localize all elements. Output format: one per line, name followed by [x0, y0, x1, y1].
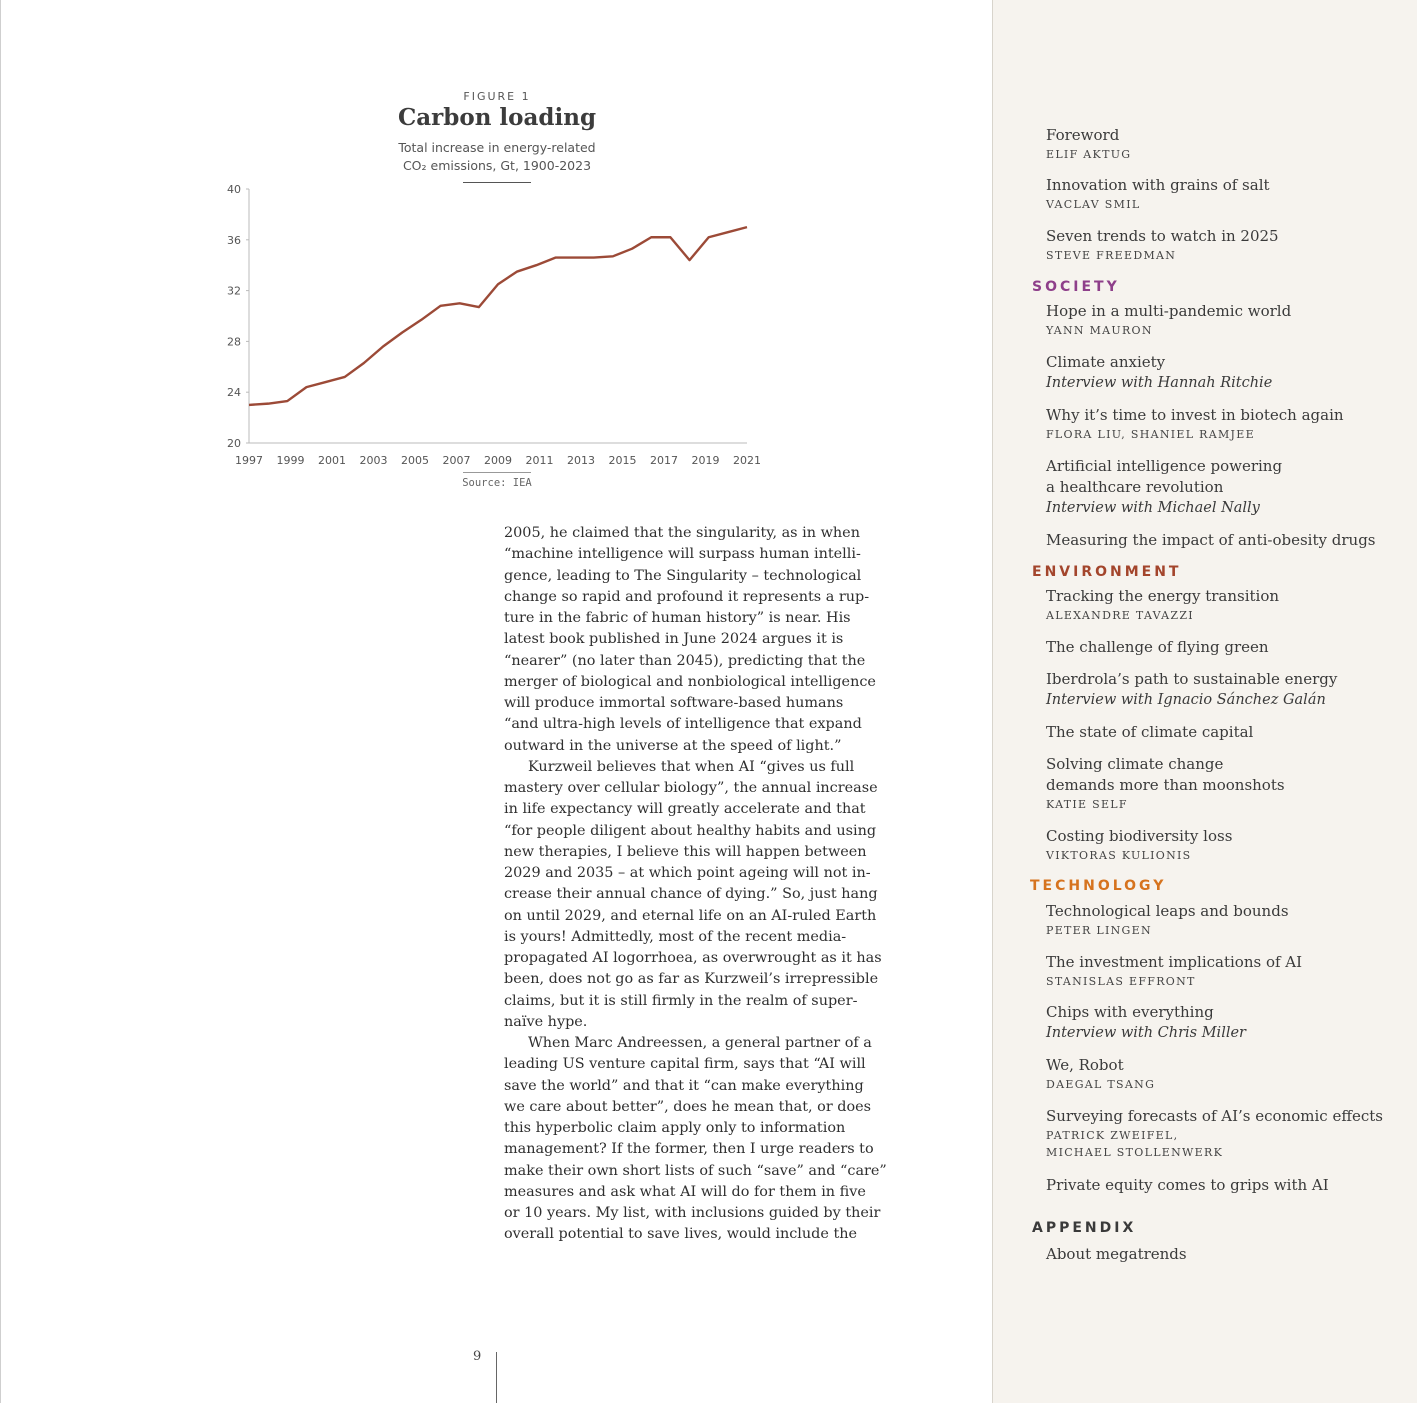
toc-entry[interactable]: [1046, 456, 1282, 519]
toc-entry-title: Surveying forecasts of AI’s economic effects: [1046, 1107, 1383, 1125]
body-text-line: gence, leading to The Singularity – technological: [504, 567, 862, 584]
toc-entry[interactable]: [1046, 722, 1253, 743]
x-tick-label: 2001: [318, 454, 346, 467]
y-tick-label: 40: [227, 183, 241, 196]
body-text-line: on until 2029, and eternal life on an AI-ruled Earth: [504, 907, 877, 924]
body-text-line: ture in the fabric of human history” is near. His: [504, 610, 851, 626]
figure-subtitle-line: Total increase in energy-related: [398, 140, 596, 155]
toc-entry-author: VIKTORAS KULIONIS: [1046, 849, 1192, 862]
toc-entry-title: Private equity comes to grips with AI: [1046, 1176, 1329, 1194]
figure-subtitle: [347, 139, 647, 175]
toc-entry[interactable]: [1046, 1106, 1383, 1161]
body-text-line: When Marc Andreessen, a general partner of a: [528, 1035, 872, 1051]
figure-label: FIGURE 1: [463, 90, 531, 103]
toc-entry-title: Seven trends to watch in 2025: [1046, 227, 1279, 245]
toc-entry[interactable]: [1046, 637, 1269, 658]
body-text-line: naïve hype.: [504, 1013, 588, 1030]
body-text-line: save the world” and that it “can make everything: [504, 1077, 864, 1094]
emissions-line-chart: [221, 180, 781, 480]
toc-entry-interview: Interview with Hannah Ritchie: [1046, 375, 1273, 391]
figure-subtitle-line: CO₂ emissions, Gt, 1900-2023: [402, 158, 592, 173]
toc-entry-title: Hope in a multi-pandemic world: [1046, 302, 1292, 320]
body-text-line: in life expectancy will greatly accelerate and that: [504, 801, 866, 818]
y-tick-label: 24: [227, 386, 241, 400]
source-rule: [463, 472, 531, 473]
toc-entry-author: KATIE SELF: [1046, 798, 1128, 811]
toc-section-heading: ENVIRONMENT: [1032, 564, 1182, 580]
toc-entry[interactable]: [1046, 175, 1270, 213]
body-text-line: been, does not go as far as Kurzweil’s irrepressible: [504, 971, 879, 988]
toc-entry-author: STEVE FREEDMAN: [1046, 249, 1177, 262]
x-tick-label: 2019: [691, 454, 720, 467]
toc-entry-title: We, Robot: [1046, 1056, 1124, 1074]
toc-entry-author: YANN MAURON: [1046, 324, 1153, 337]
toc-entry[interactable]: [1046, 1055, 1155, 1093]
body-text-line: claims, but it is still firmly in the realm of super-: [504, 992, 858, 1009]
toc-entry[interactable]: [1046, 586, 1279, 624]
toc-entry[interactable]: [1046, 226, 1279, 264]
x-tick-label: 1999: [276, 454, 305, 467]
body-text-line: management? If the former, then I urge readers to: [504, 1141, 874, 1158]
body-text-line: this hyperbolic claim apply only to information: [504, 1120, 846, 1136]
toc-entry-title: Measuring the impact of anti-obesity drugs: [1046, 531, 1376, 549]
emissions-series-line: [249, 227, 747, 405]
body-text-line: merger of biological and nonbiological intelligence: [504, 673, 876, 690]
x-tick-label: 2011: [525, 454, 554, 467]
page-number: 9: [473, 1349, 482, 1364]
toc-entry[interactable]: [1046, 1002, 1246, 1044]
body-text-line: 2029 and 2035 – at which point ageing will not in-: [504, 865, 871, 881]
x-tick-label: 2009: [484, 454, 512, 467]
toc-entry-author: PETER LINGEN: [1046, 924, 1152, 937]
figure-title: Carbon loading: [397, 104, 597, 131]
toc-entry[interactable]: [1046, 669, 1337, 711]
body-text-line: “nearer” (no later than 2045), predicting that the: [504, 652, 866, 669]
x-tick-label: 2015: [608, 454, 637, 467]
body-text-line: “and ultra-high levels of intelligence that expand: [504, 716, 862, 733]
toc-entry-title: The challenge of flying green: [1046, 638, 1269, 656]
toc-entry[interactable]: [1046, 952, 1302, 990]
toc-entry-interview: Interview with Ignacio Sánchez Galán: [1046, 692, 1326, 708]
toc-entry-author: PATRICK ZWEIFEL,: [1046, 1129, 1179, 1142]
toc-entry-title: The state of climate capital: [1046, 723, 1254, 741]
toc-section-heading: SOCIETY: [1032, 279, 1120, 295]
y-tick-label: 32: [227, 284, 241, 298]
x-tick-label: 2013: [567, 454, 595, 467]
toc-entry[interactable]: [1046, 405, 1344, 443]
toc-entry[interactable]: [1046, 125, 1131, 163]
toc-entry[interactable]: [1046, 1244, 1187, 1265]
toc-entry-title: Foreword: [1046, 126, 1120, 144]
toc-entry-title: About megatrends: [1046, 1245, 1187, 1263]
page-number-rule: [496, 1352, 497, 1403]
body-text-line: propagated AI logorrhoea, as overwrought as it has: [504, 950, 882, 966]
toc-entry-author: DAEGAL TSANG: [1046, 1078, 1156, 1091]
body-text-line: make their own short lists of such “save” and “care”: [504, 1162, 887, 1179]
x-tick-label: 2003: [359, 454, 388, 467]
y-tick-label: 20: [227, 437, 241, 450]
toc-entry-title: Chips with everything: [1046, 1003, 1214, 1021]
body-text-line: will produce immortal software-based humans: [504, 695, 844, 711]
y-tick-label: 28: [227, 335, 241, 349]
body-text-line: is yours! Admittedly, most of the recent media-: [504, 928, 847, 945]
x-tick-label: 2005: [401, 454, 429, 467]
toc-entry-title: Tracking the energy transition: [1046, 587, 1280, 605]
toc-entry-title: Why it’s time to invest in biotech again: [1046, 406, 1344, 424]
toc-entry-title: a healthcare revolution: [1046, 478, 1224, 496]
toc-entry-interview: Interview with Michael Nally: [1046, 500, 1260, 516]
toc-entry-author: MICHAEL STOLLENWERK: [1046, 1146, 1224, 1159]
body-text-line: mastery over cellular biology”, the annual increase: [504, 780, 878, 796]
body-text-line: outward in the universe at the speed of light.”: [504, 737, 842, 754]
toc-entry-author: STANISLAS EFFRONT: [1046, 975, 1196, 988]
toc-entry-title: Artificial intelligence powering: [1046, 457, 1283, 475]
x-tick-label: 2007: [442, 454, 471, 467]
body-text-line: leading US venture capital firm, says that “AI will: [504, 1056, 866, 1073]
body-text-line: measures and ask what AI will do for them in five: [504, 1183, 866, 1200]
body-text-line: new therapies, I believe this will happen between: [504, 843, 867, 860]
toc-entry[interactable]: [1046, 1175, 1329, 1196]
figure-source: Source: IEA: [462, 477, 532, 489]
toc-entry-title: demands more than moonshots: [1046, 776, 1285, 794]
toc-entry-author: ELIF AKTUG: [1046, 148, 1132, 161]
toc-entry[interactable]: [1046, 901, 1289, 939]
toc-entry[interactable]: [1046, 754, 1285, 813]
x-tick-label: 2021: [733, 454, 761, 467]
toc-section-heading: APPENDIX: [1032, 1220, 1137, 1236]
body-text-line: change so rapid and profound it represents a rup-: [504, 588, 870, 605]
body-text-line: latest book published in June 2024 argues it is: [504, 631, 844, 648]
toc-entry-title: Climate anxiety: [1046, 353, 1166, 371]
toc-section-heading: TECHNOLOGY: [1030, 878, 1167, 894]
article-body-text: [504, 523, 899, 1246]
toc-entry-author: FLORA LIU, SHANIEL RAMJEE: [1046, 428, 1255, 441]
toc-entry-title: The investment implications of AI: [1046, 953, 1303, 971]
body-text-line: “machine intelligence will surpass human intelli-: [504, 546, 861, 563]
toc-entry-title: Innovation with grains of salt: [1046, 176, 1270, 194]
body-text-line: we care about better”, does he mean that, or does: [504, 1098, 872, 1115]
toc-entry-title: Iberdrola’s path to sustainable energy: [1046, 670, 1338, 688]
toc-entry-interview: Interview with Chris Miller: [1046, 1025, 1246, 1041]
body-text-line: crease their annual chance of dying.” So, just hang: [504, 886, 878, 903]
toc-entry-title: Solving climate change: [1046, 755, 1224, 773]
body-text-line: “for people diligent about healthy habits and using: [504, 822, 877, 839]
y-tick-label: 36: [227, 233, 241, 247]
body-text-line: Kurzweil believes that when AI “gives us full: [528, 758, 855, 775]
toc-entry-author: ALEXANDRE TAVAZZI: [1046, 609, 1194, 622]
toc-entry[interactable]: [1046, 352, 1272, 394]
body-text-line: overall potential to save lives, would include the: [504, 1226, 858, 1243]
body-text-line: or 10 years. My list, with inclusions guided by their: [504, 1205, 881, 1221]
toc-entry[interactable]: [1046, 530, 1376, 551]
x-tick-label: 2017: [650, 454, 678, 467]
body-text-line: 2005, he claimed that the singularity, as in when: [504, 525, 860, 541]
toc-entry[interactable]: [1046, 301, 1291, 339]
toc-entry-author: VACLAV SMIL: [1046, 198, 1141, 211]
toc-entry[interactable]: [1046, 826, 1232, 864]
x-tick-label: 1997: [235, 454, 263, 467]
toc-entry-title: Costing biodiversity loss: [1046, 827, 1233, 845]
toc-entry-title: Technological leaps and bounds: [1046, 902, 1289, 920]
